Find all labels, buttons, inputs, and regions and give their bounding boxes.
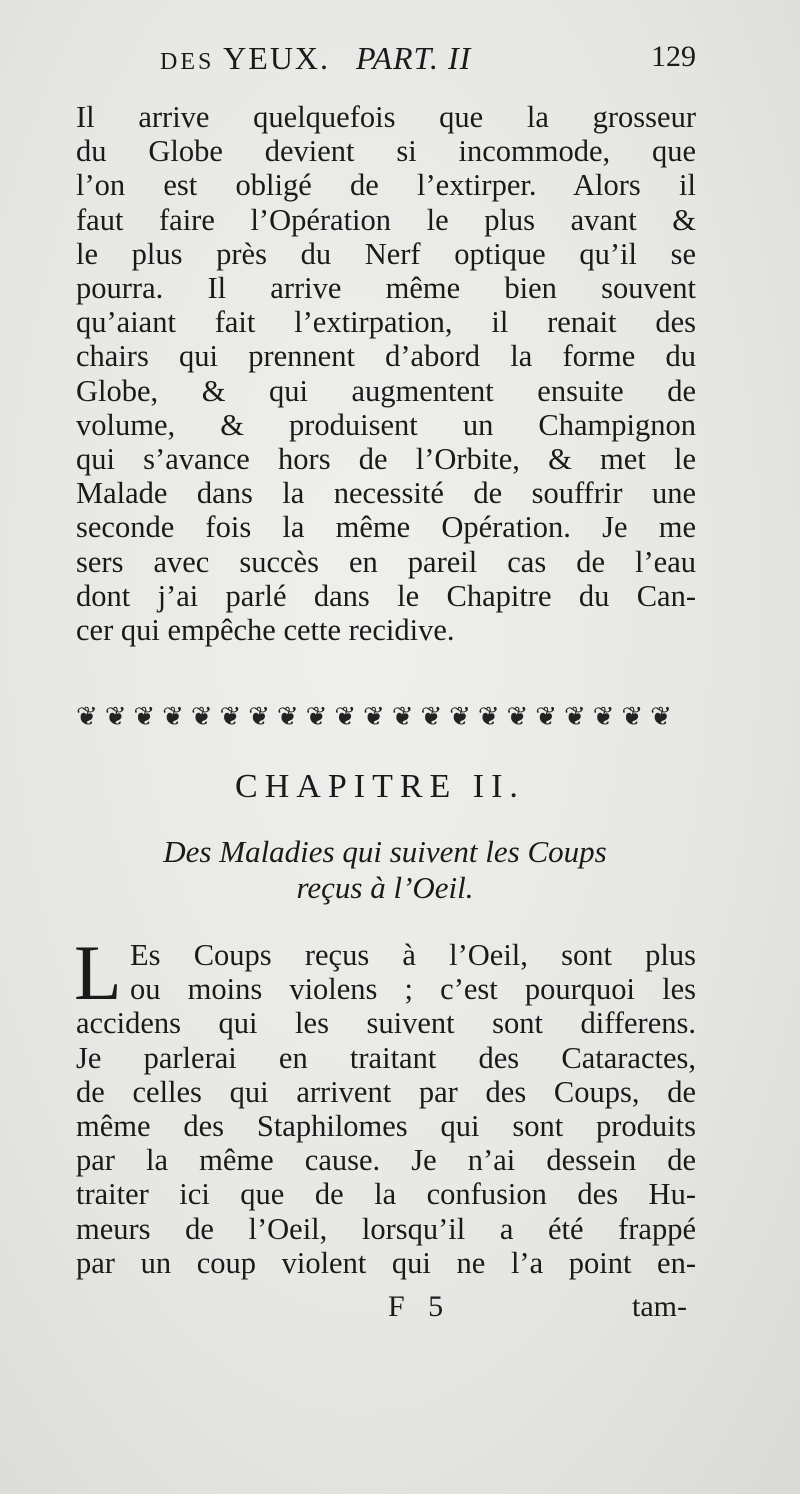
paragraph-2: [74, 929, 696, 1280]
text-line: le plus près du Nerf optique qu’il se: [76, 236, 696, 271]
text-line: qu’aiant fait l’extirpation, il renait des: [76, 305, 696, 340]
running-head: [160, 40, 471, 77]
text-line: Malade dans la necessité de souffrir une: [76, 476, 696, 511]
page-number: 129: [651, 40, 696, 73]
paragraph-1: [76, 100, 696, 647]
text-line: meurs de l’Oeil, lorsqu’il a été frappé: [76, 1211, 696, 1246]
text-line: ou moins violens ; c’est pourquoi les: [130, 972, 696, 1007]
chapter-title: CHAPITRE II.: [235, 768, 525, 805]
text-line: du Globe devient si incommode, que: [76, 134, 696, 169]
catchword: tam-: [632, 1290, 687, 1323]
fleuron-icon: ❦: [305, 702, 328, 732]
fleuron-icon: ❦: [104, 702, 127, 732]
fleuron-icon: ❦: [592, 702, 615, 732]
text-line: Es Coups reçus à l’Oeil, sont plus: [130, 938, 696, 972]
fleuron-icon: ❦: [276, 702, 299, 732]
fleuron-ornament-rule: [76, 702, 672, 732]
text-line: sers avec succès en pareil cas de l’eau: [76, 544, 696, 579]
fleuron-icon: ❦: [190, 702, 213, 732]
text-line: dont j’ai parlé dans le Chapitre du Can-: [76, 578, 696, 613]
fleuron-icon: ❦: [621, 702, 644, 732]
fleuron-icon: ❦: [563, 702, 586, 732]
text-line: Il arrive quelquefois que la grosseur: [76, 100, 696, 134]
page-header: [160, 40, 700, 80]
page-footer: [0, 1290, 800, 1330]
fleuron-icon: ❦: [248, 702, 271, 732]
chapter-subtitle-line-1: Des Maladies qui suivent les Coups: [163, 834, 607, 869]
text-line: qui s’avance hors de l’Orbite, & met le: [76, 442, 696, 477]
fleuron-icon: ❦: [133, 702, 156, 732]
text-line: par un coup violent qui ne l’a point en-: [76, 1245, 696, 1280]
fleuron-icon: ❦: [477, 702, 500, 732]
text-line: Je parlerai en traitant des Cataractes,: [76, 1040, 696, 1075]
fleuron-icon: ❦: [219, 702, 242, 732]
fleuron-icon: ❦: [76, 702, 98, 732]
fleuron-icon: ❦: [449, 702, 471, 732]
text-line: pourra. Il arrive même bien souvent: [76, 271, 696, 306]
text-line: faut faire l’Opération le plus avant &: [76, 202, 696, 237]
text-line: même des Staphilomes qui sont produits: [76, 1109, 696, 1144]
running-head-yeux: YEUX.: [223, 40, 331, 76]
text-line: Globe, & qui augmentent ensuite de: [76, 373, 696, 408]
fleuron-icon: ❦: [506, 702, 529, 732]
text-line: l’on est obligé de l’extirper. Alors il: [76, 168, 696, 203]
signature-mark: F 5: [388, 1290, 452, 1323]
fleuron-icon: ❦: [420, 702, 443, 732]
text-line: accidens qui les suivent sont differens.: [76, 1006, 696, 1041]
text-line: traiter ici que de la confusion des Hu-: [76, 1177, 696, 1212]
text-line: volume, & produisent un Champignon: [76, 407, 696, 442]
fleuron-icon: ❦: [535, 702, 558, 732]
running-head-des: DES: [160, 49, 215, 75]
text-line: de celles qui arrivent par des Coups, de: [76, 1074, 696, 1109]
text-line: cer qui empêche cette recidive.: [76, 613, 455, 648]
fleuron-icon: ❦: [334, 702, 357, 732]
fleuron-icon: ❦: [650, 702, 672, 732]
text-line: par la même cause. Je n’ai dessein de: [76, 1143, 696, 1178]
text-line: seconde fois la même Opération. Je me: [76, 510, 696, 545]
fleuron-icon: ❦: [363, 702, 385, 732]
fleuron-icon: ❦: [391, 702, 414, 732]
running-head-part: PART. II: [356, 40, 472, 76]
chapter-subtitle-line-2: reçus à l’Oeil.: [296, 870, 474, 905]
drop-cap: L: [74, 929, 122, 1016]
fleuron-icon: ❦: [162, 702, 184, 732]
text-line: chairs qui prennent d’abord la forme du: [76, 339, 696, 374]
